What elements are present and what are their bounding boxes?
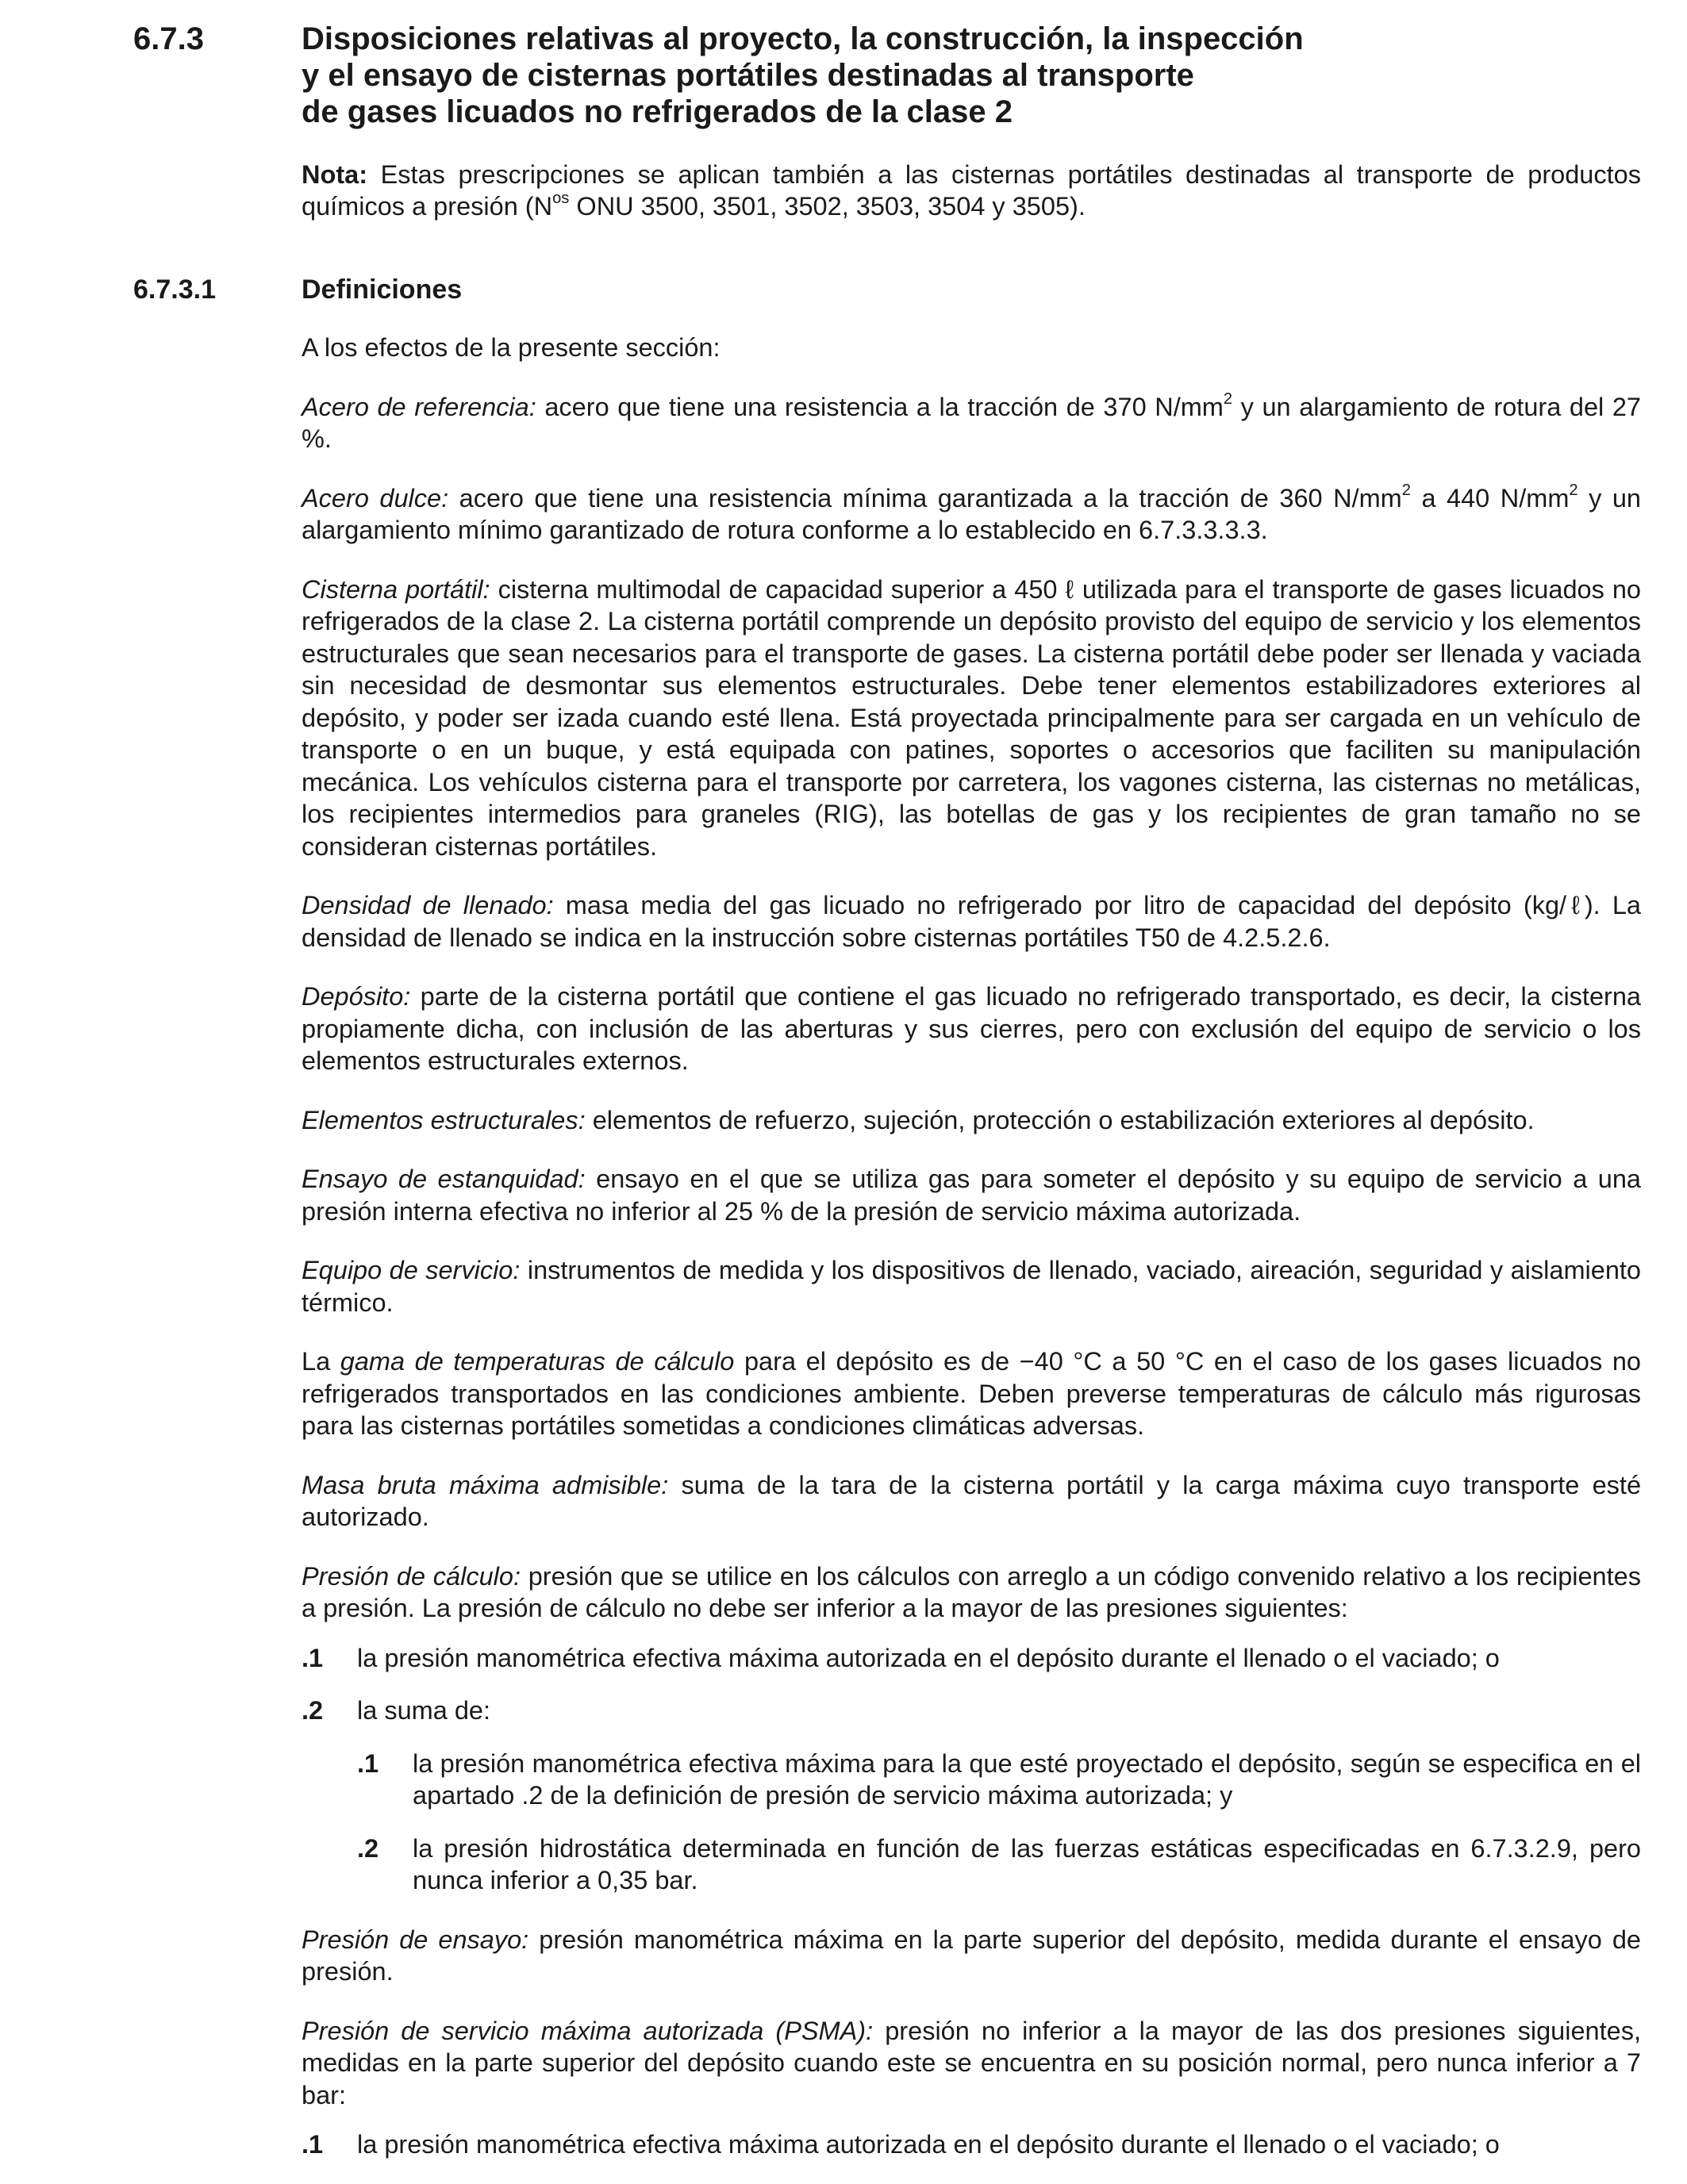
definition-term: Masa bruta máxima admisible: (302, 1470, 669, 1499)
list-subitem (357, 1748, 1641, 1812)
definition-text: presión manométrica máxima en la parte superior del depósito, medida durante el ensayo de presión. (302, 1925, 1641, 1986)
list-item-marker: .1 (302, 1643, 324, 1672)
list-item-marker: .1 (302, 2130, 324, 2159)
definition-acero-referencia (302, 391, 1641, 455)
definition-term: Elementos estructurales: (302, 1105, 586, 1134)
definition-text: cisterna multimodal de capacidad superior a 450 ℓ utilizada para el transporte de gases licuados no refrigerados de la clase 2. La cisterna portátil comprende un depósito provisto del equipo de servicio y los elementos estructurales que sean necesarios para el transporte de gases. La cisterna portátil debe poder ser llenada y vaciada sin necesidad de desmontar sus elementos estructurales. Debe tener elementos estabilizadores exteriores al depósito, y poder ser izada cuando esté llena. Está proyectada principalmente para ser cargada en un vehículo de transporte o en un buque, y está equipada con patines, soportes o accesorios que faciliten su manipulación mecánica. Los vehículos cisterna para el transporte por carretera, los vagones cisterna, las cisternas no metálicas, los recipientes intermedios para graneles (RIG), las botellas de gas y los recipientes de gran tamaño no se consideran cisternas portátiles. (302, 574, 1641, 861)
definition-text: masa media del gas licuado no refrigerado por litro de capacidad del depósito (kg/ℓ). La densidad de llenado se indica en la instrucción sobre cisternas portátiles T50 de 4.2.5.2.6. (302, 891, 1641, 952)
definition-term: Cisterna portátil: (302, 574, 490, 604)
definition-masa-bruta (302, 1469, 1641, 1533)
list-item (302, 2128, 1641, 2161)
section-title-line: de gases licuados no refrigerados de la clase 2 (302, 94, 1013, 129)
superscript: 2 (1401, 481, 1411, 499)
definition-text-end: y un alargamiento mínimo garantizado de rotura conforme a lo establecido en 6.7.3.3.3.3. (302, 483, 1642, 544)
list-item-marker: .1 (357, 1748, 379, 1778)
definition-lead: La (302, 1347, 340, 1376)
definition-term: Presión de ensayo: (302, 1925, 529, 1954)
definition-text: acero que tiene una resistencia mínima garantizada a la tracción de 360 N/mm (448, 483, 1402, 512)
definition-deposito (302, 981, 1641, 1077)
section-title-line: y el ensayo de cisternas portátiles destinadas al transporte (302, 58, 1194, 93)
definition-term: Presión de cálculo: (302, 1561, 521, 1591)
definition-text: presión que se utilice en los cálculos con arreglo a un código convenido relativo a los recipientes a presión. La presión de cálculo no debe ser inferior a la mayor de las presiones siguientes: (302, 1561, 1641, 1622)
section-title-line: Disposiciones relativas al proyecto, la construcción, la inspección (302, 21, 1304, 56)
definition-text: elementos de refuerzo, sujeción, protección o estabilización exteriores al depósito. (585, 1105, 1535, 1134)
definition-term: Equipo de servicio: (302, 1256, 521, 1284)
definition-elementos-estructurales (302, 1104, 1641, 1137)
definition-text: acero que tiene una resistencia a la tracción de 370 N/mm (536, 392, 1224, 421)
list-item-marker: .2 (357, 1833, 379, 1863)
note-text: Estas prescripciones se aplican también a las cisternas portátiles destinadas al transporte de productos químicos a presión (N (302, 160, 1641, 221)
list-item-text: la presión manométrica efectiva máxima autorizada en el depósito durante el llenado o el vaciado; o (357, 2130, 1500, 2159)
list-item (302, 1642, 1641, 1675)
subsection-number: 6.7.3.1 (133, 274, 216, 305)
definition-term: Presión de servicio máxima autorizada (PSMA): (302, 2016, 874, 2045)
definitions-body (302, 332, 1641, 2182)
list-item-text: la presión manométrica efectiva máxima para la que esté proyectado el depósito, según se especifica en el apartado .2 de la definición de presión de servicio máxima autorizada; y (413, 1748, 1641, 1810)
definition-presion-calculo (302, 1560, 1641, 1625)
definition-term: Ensayo de estanquidad: (302, 1165, 586, 1193)
definition-text: parte de la cisterna portátil que contiene el gas licuado no refrigerado transportado, es decir, la cisterna propiamente dicha, con inclusión de las aberturas y sus cierres, pero con exclusión del equipo de servicio o los elementos estructurales externos. (302, 982, 1641, 1075)
note-text-end: ONU 3500, 3501, 3502, 3503, 3504 y 3505). (569, 192, 1086, 221)
definition-term: Densidad de llenado: (302, 891, 554, 919)
definition-term: Acero dulce: (302, 483, 449, 512)
note-label: Nota: (302, 160, 368, 189)
definition-term: Acero de referencia: (302, 392, 536, 421)
section-number: 6.7.3 (133, 21, 204, 56)
section-title (302, 21, 1412, 130)
note-superscript: os (552, 189, 570, 207)
superscript: 2 (1223, 390, 1233, 408)
superscript: 2 (1569, 481, 1578, 499)
definition-term: Depósito: (302, 982, 411, 1011)
definition-text: para el depósito es de −40 °C a 50 °C en el caso de los gases licuados no refrigerados transportados en las condiciones ambiente. Deben preverse temperaturas de cálculo más rigurosas para las cisternas portátiles sometidas a condiciones climáticas adversas. (302, 1347, 1641, 1440)
definition-text: presión no inferior a la mayor de las dos presiones siguientes, medidas en la parte superior del depósito cuando este se encuentra en su posición normal, pero nunca inferior a 7 bar: (302, 2016, 1641, 2109)
definition-text: a 440 N/mm (1410, 483, 1570, 512)
list-item-text: la suma de: (357, 1696, 491, 1725)
list-subitem (357, 1833, 1641, 1897)
list-item (302, 1695, 1641, 1727)
definition-gama-temperaturas (302, 1345, 1641, 1442)
list-item-text: la presión manométrica efectiva máxima autorizada en el depósito durante el llenado o el vaciado; o (357, 1643, 1500, 1672)
intro-paragraph: A los efectos de la presente sección: (302, 333, 721, 362)
definition-text-end: y un alargamiento de rotura del 27 %. (302, 392, 1641, 453)
definition-densidad-llenado (302, 889, 1641, 954)
note-paragraph (302, 159, 1641, 222)
definition-term: gama de temperaturas de cálculo (340, 1347, 735, 1376)
subsection-title: Definiciones (302, 274, 463, 305)
definition-text: instrumentos de medida y los dispositivos de llenado, vaciado, aireación, seguridad y aislamiento térmico. (302, 1256, 1641, 1317)
list-item-marker: .2 (302, 1696, 324, 1725)
definition-cisterna-portatil (302, 574, 1641, 863)
definition-acero-dulce (302, 482, 1641, 547)
definition-equipo-servicio (302, 1254, 1641, 1318)
definition-psma (302, 2015, 1641, 2112)
definition-presion-ensayo (302, 1924, 1641, 1988)
definition-text: ensayo en el que se utiliza gas para someter el depósito y su equipo de servicio a una presión interna efectiva no inferior al 25 % de la presión de servicio máxima autorizada. (302, 1165, 1642, 1226)
list-item-text: la presión hidrostática determinada en función de las fuerzas estáticas especificadas en 6.7.3.2.9, pero nunca inferior a 0,35 bar. (413, 1833, 1641, 1894)
definition-ensayo-estanquidad (302, 1163, 1641, 1227)
definition-text: suma de la tara de la cisterna portátil y la carga máxima cuyo transporte esté autorizado. (302, 1470, 1642, 1531)
